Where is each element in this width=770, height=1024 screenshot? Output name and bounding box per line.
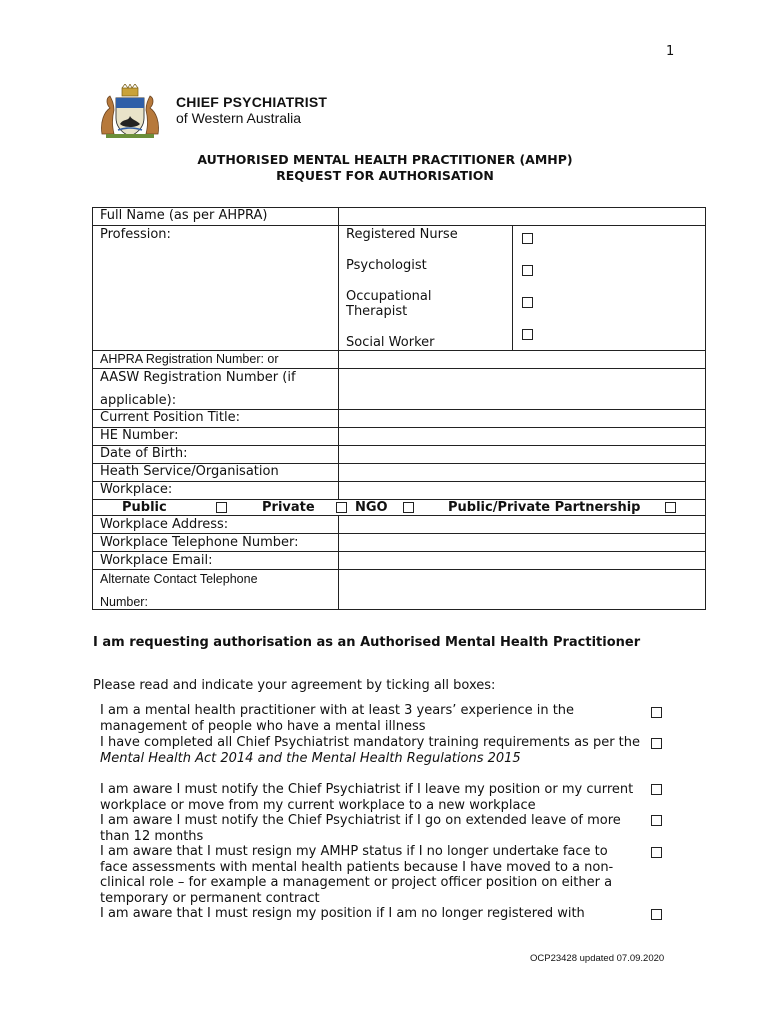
form-title-line1: AUTHORISED MENTAL HEALTH PRACTITIONER (AMHP) xyxy=(197,152,573,167)
profession-psychologist-label: Psychologist xyxy=(346,258,427,273)
agreement-2-text-italic: Mental Health Act 2014 and the Mental Health Regulations 2015 xyxy=(100,750,521,766)
dob-label: Date of Birth: xyxy=(100,446,188,461)
profession-social-worker-label: Social Worker xyxy=(346,335,435,350)
health-service-label: Heath Service/Organisation xyxy=(100,464,279,479)
agreement-5-text: I am aware that I must resign my AMHP status if I no longer undertake face to face assessments with mental health patients because I have moved to a non-clinical role – for example a management or project officer position on either a temporary or permanent contract xyxy=(100,844,614,906)
agreement-2-text xyxy=(100,735,640,766)
workplace-phone-label: Workplace Telephone Number: xyxy=(100,535,299,550)
position-title-field[interactable] xyxy=(339,410,705,427)
org-name-line2: of Western Australia xyxy=(176,110,302,126)
agreement-6-checkbox[interactable] xyxy=(651,909,662,920)
agreement-2-checkbox[interactable] xyxy=(651,738,662,749)
agreement-1-text: I am a mental health practitioner with at least 3 years’ experience in the management of people who have a mental illness xyxy=(100,703,575,734)
aasw-field[interactable] xyxy=(339,369,705,409)
form-title-line2: REQUEST FOR AUTHORISATION xyxy=(276,168,494,183)
dob-field[interactable] xyxy=(339,446,705,463)
psychologist-checkbox[interactable] xyxy=(522,265,533,276)
form-title xyxy=(0,152,770,184)
col-divider xyxy=(512,225,513,350)
workplace-private-label: Private xyxy=(262,500,315,515)
social-worker-checkbox[interactable] xyxy=(522,329,533,340)
full-name-field[interactable] xyxy=(339,208,705,224)
profession-label: Profession: xyxy=(100,227,171,242)
workplace-address-field[interactable] xyxy=(339,516,705,533)
workplace-ppp-label: Public/Private Partnership xyxy=(448,500,641,515)
workplace-public-checkbox[interactable] xyxy=(216,502,227,513)
agreement-6-text: I am aware that I must resign my position if I am no longer registered with xyxy=(100,906,585,921)
workplace-label: Workplace: xyxy=(100,482,173,497)
ahpra-field[interactable] xyxy=(339,351,705,368)
he-number-field[interactable] xyxy=(339,428,705,445)
alt-phone-field[interactable] xyxy=(339,570,705,610)
workplace-private-checkbox[interactable] xyxy=(336,502,347,513)
row-divider xyxy=(92,225,706,226)
ahpra-label: AHPRA Registration Number: or xyxy=(100,352,279,366)
workplace-address-label: Workplace Address: xyxy=(100,517,229,532)
alt-phone-label-line2: Number: xyxy=(100,595,148,609)
workplace-ngo-checkbox[interactable] xyxy=(403,502,414,513)
health-service-field[interactable] xyxy=(339,464,705,481)
org-name-line1: CHIEF PSYCHIATRIST xyxy=(176,94,328,110)
he-number-label: HE Number: xyxy=(100,428,179,443)
alt-phone-label-line1: Alternate Contact Telephone xyxy=(100,572,258,586)
agreement-2-text-plain: I have completed all Chief Psychiatrist mandatory training requirements as per the xyxy=(100,735,641,750)
instruction-text: Please read and indicate your agreement by ticking all boxes: xyxy=(93,678,496,693)
aasw-label-line2: applicable): xyxy=(100,393,177,408)
position-title-label: Current Position Title: xyxy=(100,410,240,425)
agreement-3-text: I am aware I must notify the Chief Psychiatrist if I leave my position or my current workplace or move from my current workplace to a new workplace xyxy=(100,782,634,813)
workplace-ppp-checkbox[interactable] xyxy=(665,502,676,513)
profession-registered-nurse-label: Registered Nurse xyxy=(346,227,458,242)
agreement-1-checkbox[interactable] xyxy=(651,707,662,718)
full-name-label: Full Name (as per AHPRA) xyxy=(100,208,268,223)
agreement-4-checkbox[interactable] xyxy=(651,815,662,826)
footer-doc-code: OCP23428 updated 07.09.2020 xyxy=(530,953,665,964)
workplace-field[interactable] xyxy=(339,482,705,499)
wa-coat-of-arms-icon xyxy=(92,84,168,142)
organisation-name xyxy=(176,94,327,126)
registered-nurse-checkbox[interactable] xyxy=(522,233,533,244)
workplace-ngo-label: NGO xyxy=(355,500,388,515)
workplace-phone-field[interactable] xyxy=(339,534,705,551)
page-number: 1 xyxy=(666,44,675,59)
agreement-3-checkbox[interactable] xyxy=(651,784,662,795)
occupational-therapist-checkbox[interactable] xyxy=(522,297,533,308)
agreement-5-checkbox[interactable] xyxy=(651,847,662,858)
agreement-4-text: I am aware I must notify the Chief Psychiatrist if I go on extended leave of more than 12 months xyxy=(100,813,621,844)
section-heading: I am requesting authorisation as an Authorised Mental Health Practitioner xyxy=(93,635,641,650)
workplace-email-label: Workplace Email: xyxy=(100,553,213,568)
profession-occupational-therapist-label: Occupational Therapist xyxy=(346,289,432,319)
workplace-public-label: Public xyxy=(122,500,167,515)
workplace-email-field[interactable] xyxy=(339,552,705,569)
aasw-label-line1: AASW Registration Number (if xyxy=(100,370,296,385)
